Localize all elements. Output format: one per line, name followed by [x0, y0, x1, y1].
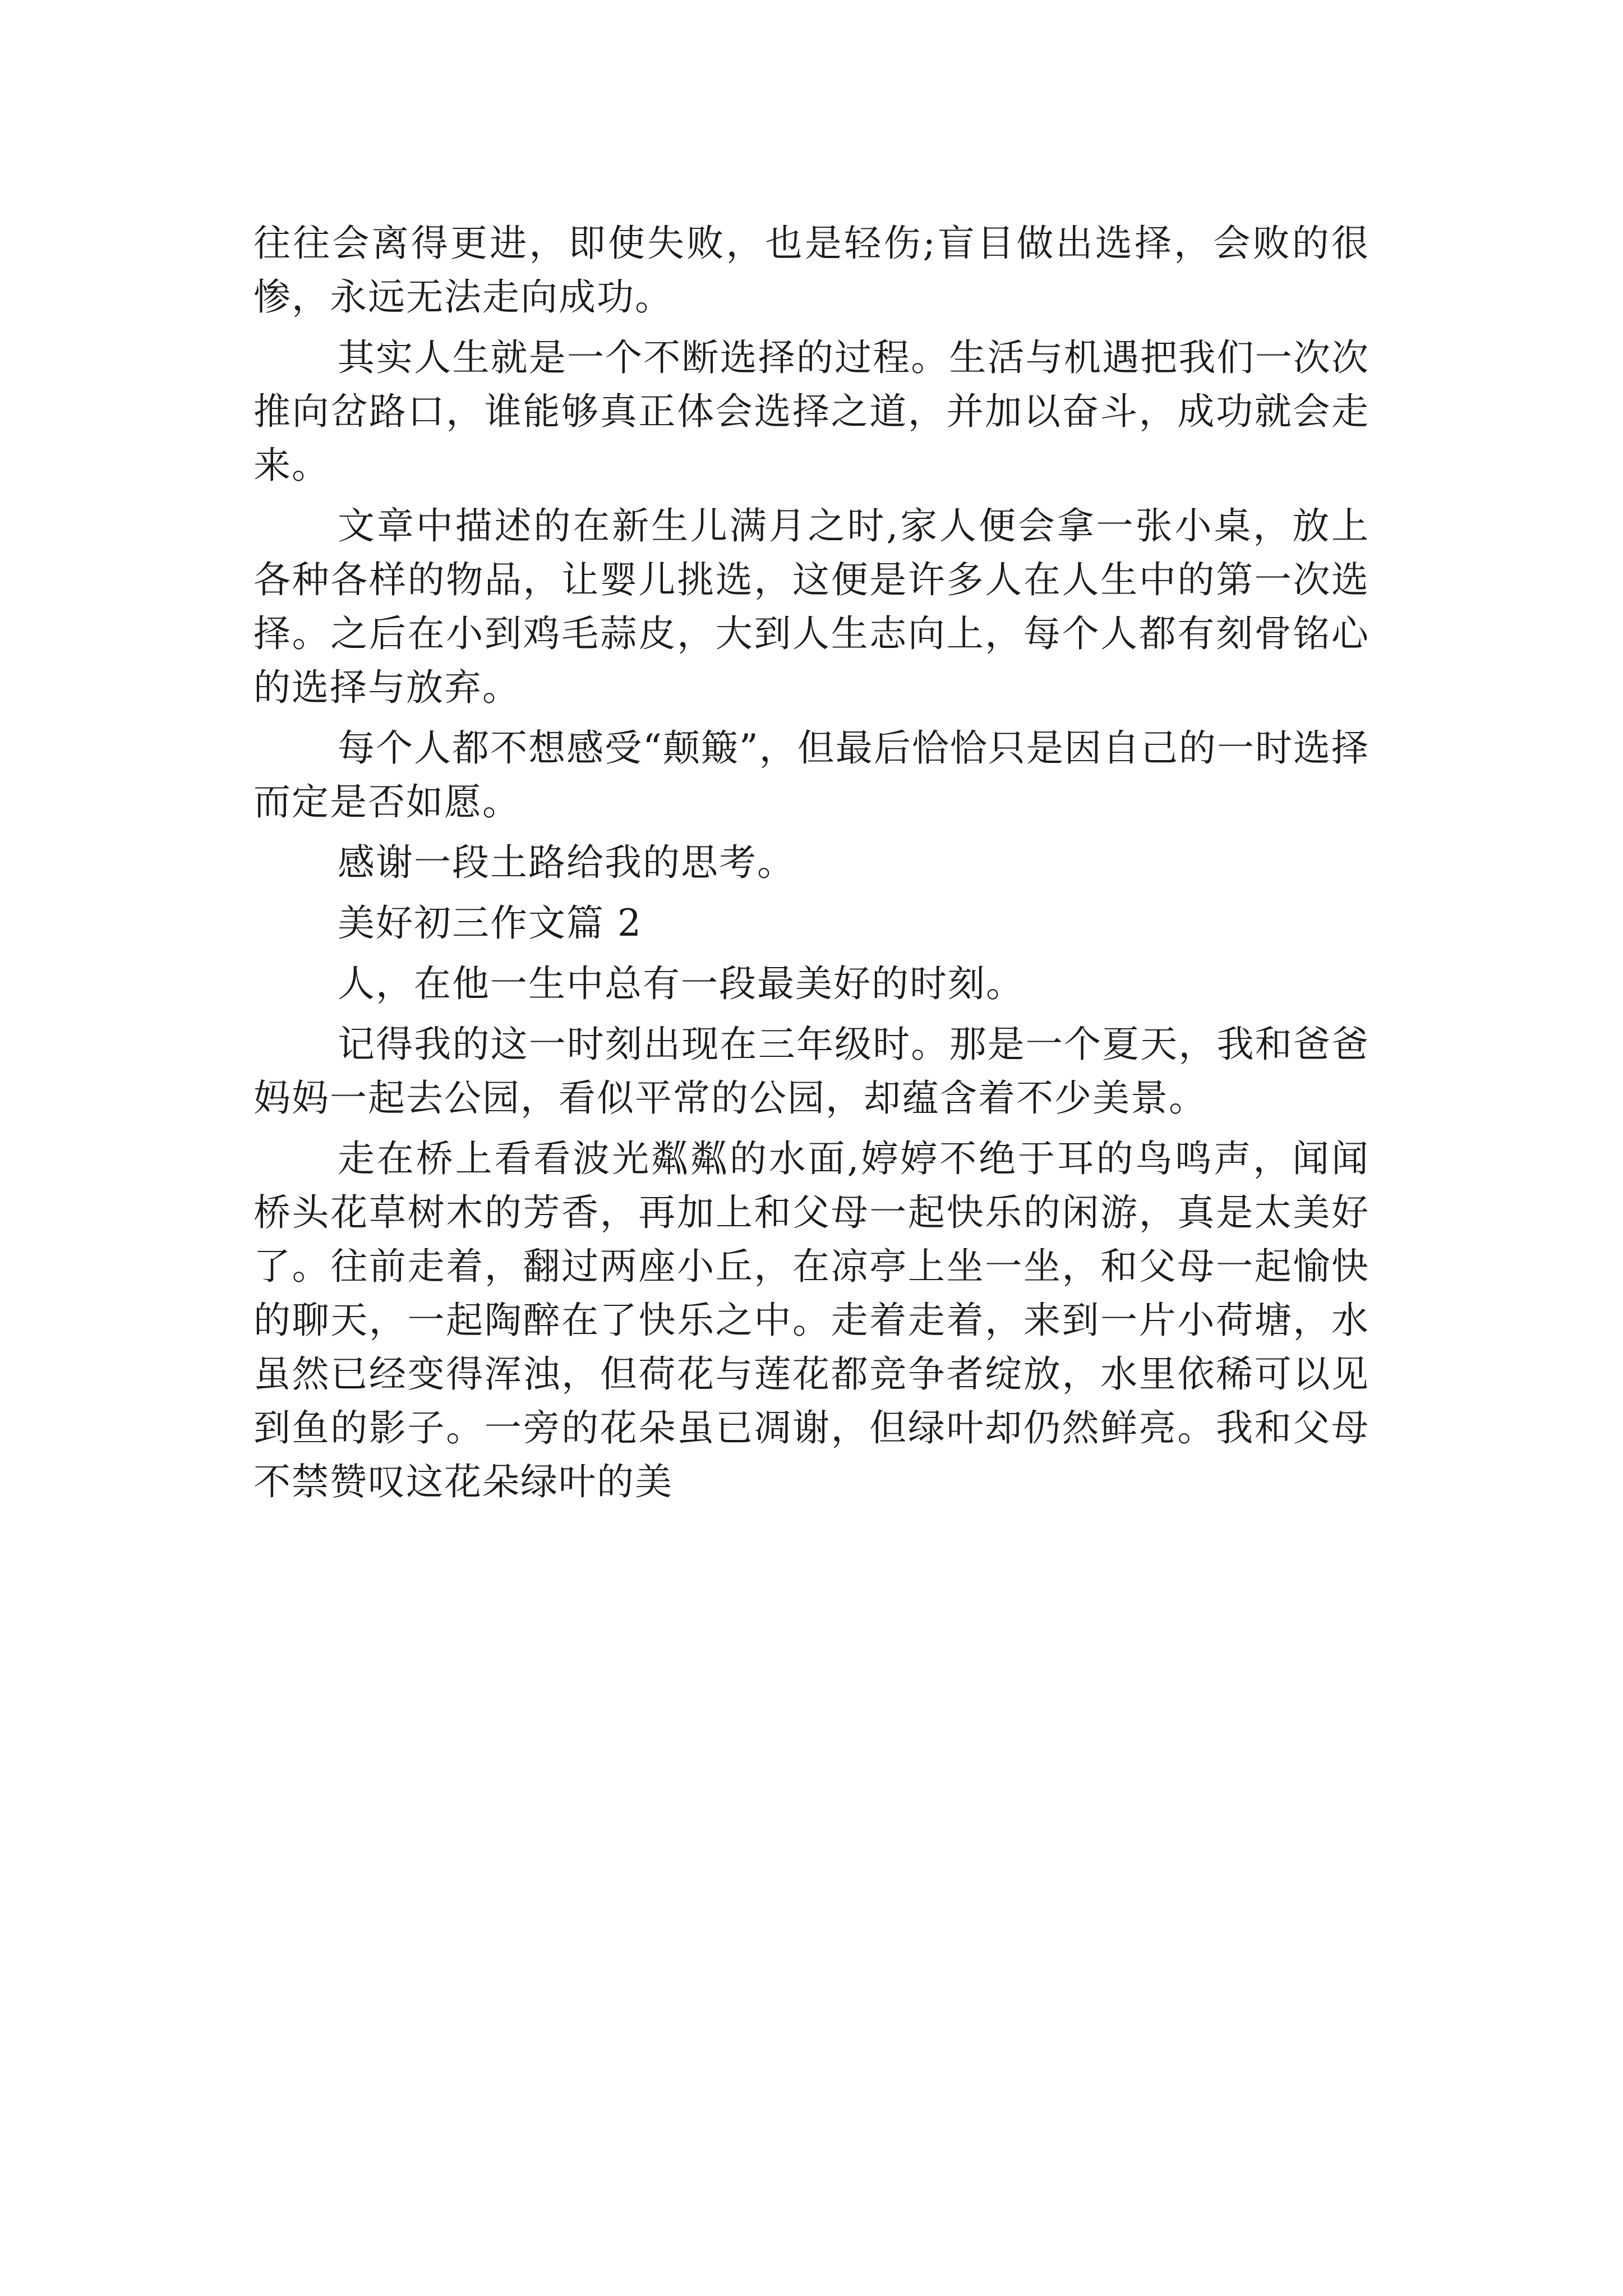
paragraph: 文章中描述的在新生儿满月之时,家人便会拿一张小桌，放上各种各样的物品，让婴儿挑选，这便是许多人在人生中的第一次选择。之后在小到鸡毛蒜皮，大到人生志向上，每个人都有刻骨铭心的选择与放弃。 — [253, 504, 1370, 709]
paragraph: 感谢一段土路给我的思考。 — [338, 841, 795, 884]
paragraph: 其实人生就是一个不断选择的过程。生活与机遇把我们一次次推向岔路口，谁能够真正体会选择之道，并加以奋斗，成功就会走来。 — [253, 336, 1370, 487]
paragraph: 每个人都不想感受“颠簸”，但最后恰恰只是因自己的一时选择而定是否如愿。 — [253, 726, 1370, 823]
document-body — [253, 217, 1370, 1516]
paragraph: 走在桥上看看波光粼粼的水面,婷婷不绝于耳的鸟鸣声，闻闻桥头花草树木的芳香，再加上和父母一起快乐的闲游，真是太美好了。往前走着，翻过两座小丘，在凉亭上坐一坐，和父母一起愉快的聊天，一起陶醉在了快乐之中。走着走着，来到一片小荷塘，水虽然已经变得浑浊，但荷花与莲花都竞争者绽放，水里依稀可以见到鱼的影子。一旁的花朵虽已凋谢，但绿叶却仍然鲜亮。我和父母不禁赞叹这花朵绿叶的美 — [253, 1137, 1370, 1503]
section-heading: 美好初三作文篇 2 — [338, 901, 642, 945]
paragraph: 往往会离得更进，即使失败，也是轻伤;盲目做出选择，会败的很惨，永远无法走向成功。 — [253, 222, 1370, 319]
paragraph: 记得我的这一时刻出现在三年级时。那是一个夏天，我和爸爸妈妈一起去公园，看似平常的公园，却蕴含着不少美景。 — [253, 1023, 1370, 1120]
paragraph: 人，在他一生中总有一段最美好的时刻。 — [338, 962, 1024, 1005]
